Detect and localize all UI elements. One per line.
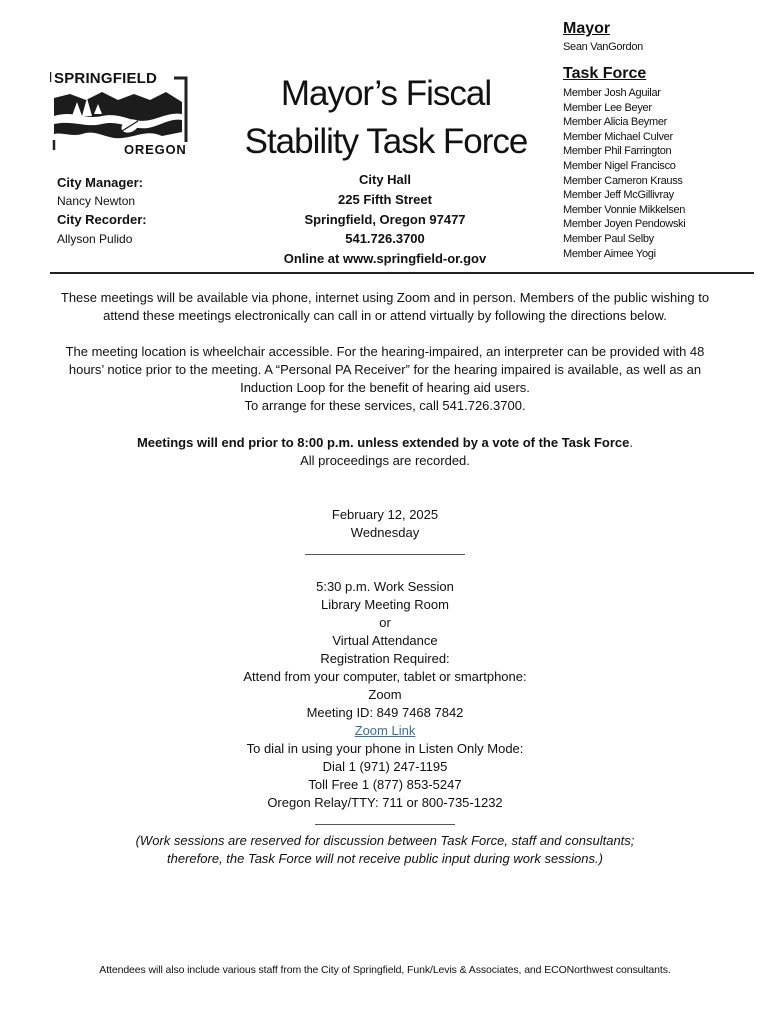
notice-paragraph-2 — [50, 343, 720, 415]
address-line-3: Springfield, Oregon 97477 — [304, 211, 466, 227]
meeting-line: Zoom — [368, 687, 402, 702]
task-force-member-list — [563, 86, 685, 261]
title-line-2: Stability Task Force — [244, 122, 528, 161]
dial-line: Dial 1 (971) 247-1195 — [322, 759, 448, 774]
address-line-1: City Hall — [358, 172, 411, 187]
meeting-line: Registration Required: — [320, 651, 450, 666]
dial-line: Oregon Relay/TTY: 711 or 800-735-1232 — [267, 795, 503, 810]
list-item: Member Michael Culver — [563, 130, 673, 143]
page-title — [236, 70, 536, 166]
title-line-1: Mayor’s Fiscal — [280, 74, 492, 113]
meeting-end-notice: Meetings will end prior to 8:00 p.m. unless extended by a vote of the Task Force — [136, 435, 630, 450]
city-recorder-label: City Recorder: — [57, 212, 147, 227]
meeting-date: February 12, 2025 — [331, 507, 439, 522]
city-recorder-name: Allyson Pulido — [57, 232, 133, 246]
list-item: Member Joyen Pendowski — [563, 218, 686, 231]
arrange-services-text: To arrange for these services, call 541.726.3700. — [244, 398, 526, 413]
list-item: Member Josh Aguilar — [563, 87, 661, 99]
attendees-footer: Attendees will also include various staff from the City of Springfield, Funk/Levis & Associates, and ECONorthwest consultants. — [99, 964, 671, 976]
city-manager-label: City Manager: — [57, 175, 143, 190]
city-hall-address — [275, 170, 495, 269]
separator-line — [305, 545, 465, 555]
city-manager-name: Nancy Newton — [57, 194, 136, 208]
meeting-line: 5:30 p.m. Work Session — [316, 579, 454, 594]
list-item: Member Cameron Krauss — [563, 174, 683, 187]
dial-line: Toll Free 1 (877) 853-5247 — [308, 777, 462, 792]
mayor-heading: Mayor — [563, 20, 611, 37]
list-item: Member Paul Selby — [563, 232, 654, 245]
zoom-link[interactable]: Zoom Link — [354, 723, 416, 738]
meeting-day: Wednesday — [350, 525, 420, 540]
list-item: Member Jeff McGillivray — [563, 189, 674, 202]
separator-line — [315, 818, 455, 825]
list-item: Member Nigel Francisco — [563, 159, 676, 172]
header-divider — [50, 272, 754, 274]
dial-line: To dial in using your phone in Listen Only Mode: — [246, 741, 524, 756]
address-online: Online at www.springfield-or.gov — [283, 251, 487, 267]
task-force-heading: Task Force — [563, 65, 647, 82]
logo-top-text: SPRINGFIELD — [54, 70, 158, 87]
accessibility-text: The meeting location is wheelchair accessible. For the hearing-impaired, an interpreter can be provided with 48 hours’ notice prior to the meeting. A “Personal PA Receiver” for the hearing impaired is available, as well as an Induction Loop for the benefit of hearing aid users. — [65, 344, 705, 395]
meeting-line: or — [379, 615, 391, 630]
meeting-details — [185, 506, 585, 826]
list-item: Member Vonnie Mikkelsen — [563, 203, 686, 216]
list-item: Member Aimee Yogi — [563, 247, 656, 260]
notice-paragraph-3 — [50, 434, 720, 470]
note-line-2: therefore, the Task Force will not receive public input during work sessions.) — [167, 851, 603, 866]
meeting-id: Meeting ID: 849 7468 7842 — [306, 705, 464, 720]
list-item: Member Alicia Beymer — [563, 116, 668, 129]
note-line-1: (Work sessions are reserved for discussion between Task Force, staff and consultants; — [135, 833, 635, 848]
mayor-name: Sean VanGordon — [563, 41, 643, 53]
meeting-line: Attend from your computer, tablet or smartphone: — [243, 669, 527, 684]
list-item: Member Lee Beyer — [563, 101, 652, 114]
list-item: Member Phil Farrington — [563, 145, 672, 158]
recording-notice: All proceedings are recorded. — [300, 453, 470, 468]
address-line-2: 225 Fifth Street — [338, 191, 432, 207]
meeting-line: Library Meeting Room — [321, 597, 449, 612]
springfield-oregon-logo — [50, 70, 190, 160]
meeting-line: Virtual Attendance — [332, 633, 438, 648]
notice-paragraph-1: These meetings will be available via phone, internet using Zoom and in person. Members of the public wishing to attend these meetings electronically can call in or attend virtually by following the directions below. — [60, 290, 710, 323]
logo-bottom-text: OREGON — [124, 142, 187, 157]
work-session-note — [90, 832, 680, 868]
meeting-end-period: . — [629, 435, 634, 450]
address-phone: 541.726.3700 — [345, 231, 425, 247]
